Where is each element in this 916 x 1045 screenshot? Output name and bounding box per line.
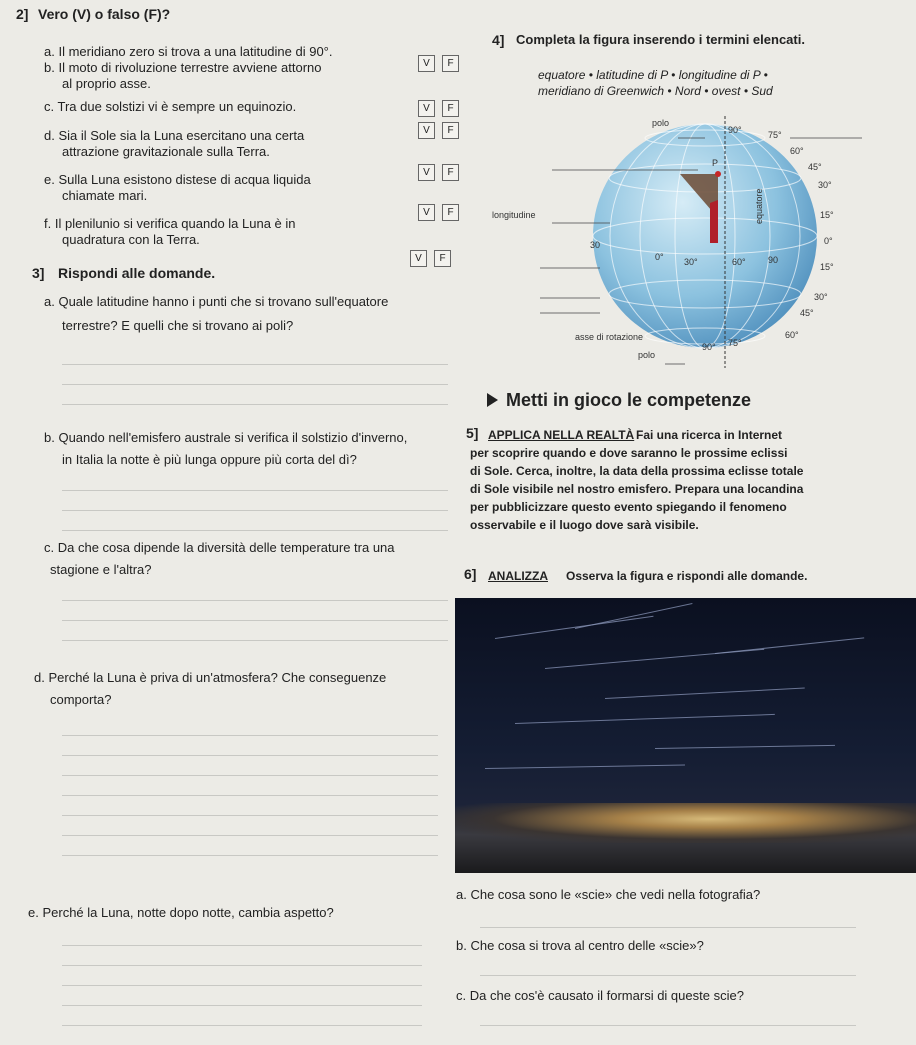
svg-text:30°: 30°	[818, 180, 832, 190]
ex5-line-6: osservabile e il luogo dove sarà visibile.	[470, 518, 699, 532]
ex4-number: 4]	[492, 32, 505, 48]
answer-line[interactable]	[62, 815, 438, 816]
ex2-title: Vero (V) o falso (F)?	[38, 6, 171, 22]
ex6-tag: ANALIZZA	[488, 569, 548, 583]
ex3-title: Rispondi alle domande.	[58, 265, 216, 281]
label-polo-top: polo	[652, 118, 670, 128]
answer-line[interactable]	[62, 1025, 422, 1026]
ex2-a-f-box[interactable]: F	[442, 55, 459, 72]
answer-line[interactable]	[62, 755, 438, 756]
svg-text:0°: 0°	[824, 236, 833, 246]
ex2-item-a: a. Il meridiano zero si trova a una latitudine di 90°.	[44, 44, 333, 59]
ex2-a-v-box[interactable]: V	[418, 55, 435, 72]
label-longitudine: longitudine	[492, 210, 536, 220]
svg-text:75°: 75°	[728, 338, 742, 348]
answer-line[interactable]	[62, 490, 448, 491]
label-equatore: equatore	[754, 188, 764, 224]
svg-text:90: 90	[768, 255, 779, 265]
svg-text:30°: 30°	[814, 292, 828, 302]
ex3-question-d-cont: comporta?	[50, 692, 112, 707]
svg-text:0°: 0°	[655, 252, 664, 262]
ex3-question-a-cont: terrestre? E quelli che si trovano ai poli?	[62, 318, 294, 333]
ex2-c-f-box[interactable]: F	[442, 122, 459, 139]
ex6-question-b: b. Che cosa si trova al centro delle «scie»?	[456, 938, 704, 953]
ex3-question-c: c. Da che cosa dipende la diversità delle temperature tra una	[44, 540, 395, 555]
ex2-item-e-cont: chiamate mari.	[62, 188, 148, 203]
ex3-question-a: a. Quale latitudine hanno i punti che si trovano sull'equatore	[44, 294, 389, 309]
ex2-item-c: c. Tra due solstizi vi è sempre un equinozio.	[44, 99, 297, 114]
answer-line[interactable]	[62, 965, 422, 966]
answer-line[interactable]	[62, 835, 438, 836]
answer-line[interactable]	[62, 945, 422, 946]
answer-line[interactable]	[62, 530, 448, 531]
answer-line[interactable]	[62, 735, 438, 736]
svg-text:90°: 90°	[728, 125, 742, 135]
competenze-heading: Metti in gioco le competenze	[506, 390, 752, 410]
svg-text:15°: 15°	[820, 262, 834, 272]
label-polo-bottom: polo	[638, 350, 656, 360]
answer-line[interactable]	[480, 975, 856, 976]
ex4-terms-1: equatore • latitudine di P • longitudine di P •	[538, 68, 768, 82]
ex3-question-d: d. Perché la Luna è priva di un'atmosfera? Che conseguenze	[34, 670, 387, 685]
globe-figure	[470, 108, 870, 378]
ex6-number: 6]	[464, 566, 477, 582]
ex2-item-b-cont: al proprio asse.	[62, 76, 151, 91]
ex2-e-v-box[interactable]: V	[418, 204, 435, 221]
ex2-d-v-box[interactable]: V	[418, 164, 435, 181]
ex6-question-a: a. Che cosa sono le «scie» che vedi nella fotografia?	[456, 887, 761, 902]
ex3-question-c-cont: stagione e l'altra?	[50, 562, 152, 577]
svg-text:45°: 45°	[800, 308, 814, 318]
ex3-question-b: b. Quando nell'emisfero australe si verifica il solstizio d'inverno,	[44, 430, 408, 445]
answer-line[interactable]	[62, 855, 438, 856]
ex4-title: Completa la figura inserendo i termini elencati.	[516, 32, 805, 47]
ex5-line-2: per scoprire quando e dove saranno le prossime eclissi	[470, 446, 788, 460]
ex2-item-b: b. Il moto di rivoluzione terrestre avviene attorno	[44, 60, 322, 75]
ex2-e-f-box[interactable]: F	[442, 204, 459, 221]
ex5-line-1: Fai una ricerca in Internet	[636, 428, 783, 442]
svg-text:60°: 60°	[790, 146, 804, 156]
ex2-f-v-box[interactable]: V	[410, 250, 427, 267]
ex6-question-c: c. Da che cos'è causato il formarsi di queste scie?	[456, 988, 744, 1003]
svg-text:30°: 30°	[684, 257, 698, 267]
svg-text:75°: 75°	[768, 130, 782, 140]
globe	[593, 124, 817, 348]
ex2-c-v-box[interactable]: V	[418, 122, 435, 139]
ex2-item-e: e. Sulla Luna esistono distese di acqua liquida	[44, 172, 311, 187]
svg-text:15°: 15°	[820, 210, 834, 220]
answer-line[interactable]	[62, 795, 438, 796]
ex2-item-f: f. Il plenilunio si verifica quando la Luna è in	[44, 216, 296, 231]
svg-text:45°: 45°	[808, 162, 822, 172]
ex2-item-f-cont: quadratura con la Terra.	[62, 232, 200, 247]
ex2-d-f-box[interactable]: F	[442, 164, 459, 181]
svg-text:60°: 60°	[732, 257, 746, 267]
ex2-item-d: d. Sia il Sole sia la Luna esercitano una certa	[44, 128, 305, 143]
answer-line[interactable]	[62, 640, 448, 641]
svg-text:90°: 90°	[702, 342, 716, 352]
svg-text:60°: 60°	[785, 330, 799, 340]
answer-line[interactable]	[480, 1025, 856, 1026]
ex5-tag: APPLICA NELLA REALTÀ	[488, 428, 635, 442]
ex3-question-e: e. Perché la Luna, notte dopo notte, cambia aspetto?	[28, 905, 334, 920]
ex5-line-4: di Sole visibile nel nostro emisfero. Prepara una locandina	[470, 482, 804, 496]
answer-line[interactable]	[62, 384, 448, 385]
ex3-question-b-cont: in Italia la notte è più lunga oppure più corta del dì?	[62, 452, 357, 467]
star-trails-photo	[455, 598, 916, 873]
point-p	[715, 171, 721, 177]
ex5-line-5: per pubblicizzare questo evento spiegando il fenomeno	[470, 500, 787, 514]
answer-line[interactable]	[62, 775, 438, 776]
answer-line[interactable]	[62, 510, 448, 511]
answer-line[interactable]	[62, 364, 448, 365]
answer-line[interactable]	[62, 1005, 422, 1006]
arrow-icon	[487, 393, 498, 407]
ex2-f-f-box[interactable]: F	[434, 250, 451, 267]
ex5-number: 5]	[466, 425, 479, 441]
label-asse: asse di rotazione	[575, 332, 644, 342]
ex4-terms-2: meridiano di Greenwich • Nord • ovest • Sud	[538, 84, 773, 98]
svg-text:P: P	[712, 158, 719, 168]
ex2-item-d-cont: attrazione gravitazionale sulla Terra.	[62, 144, 270, 159]
ex2-b-v-box[interactable]: V	[418, 100, 435, 117]
ex2-number: 2]	[16, 6, 29, 22]
ex3-number: 3]	[32, 265, 45, 281]
svg-text:30: 30	[590, 240, 601, 250]
ex6-instruction: Osserva la figura e rispondi alle domande.	[566, 569, 808, 583]
answer-line[interactable]	[62, 600, 448, 601]
answer-line[interactable]	[480, 927, 856, 928]
answer-line[interactable]	[62, 985, 422, 986]
answer-line[interactable]	[62, 404, 448, 405]
ex2-b-f-box[interactable]: F	[442, 100, 459, 117]
ex5-line-3: di Sole. Cerca, inoltre, la data della prossima eclisse totale	[470, 464, 804, 478]
answer-line[interactable]	[62, 620, 448, 621]
